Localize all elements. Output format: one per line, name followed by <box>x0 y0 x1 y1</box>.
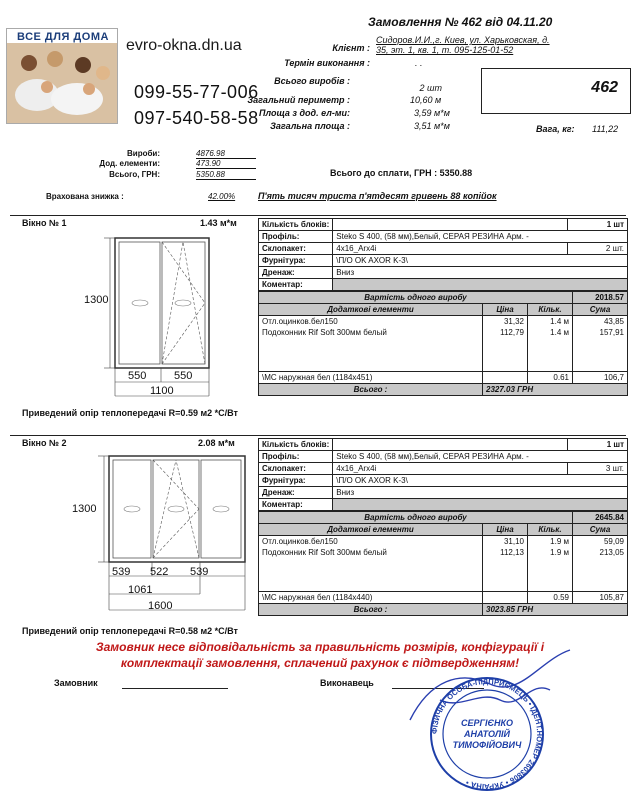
total-value: 5350.88 <box>196 170 256 180</box>
head: Ціна <box>483 304 528 316</box>
extra-value: 473.90 <box>196 159 256 169</box>
discount-label: Врахована знижка : <box>46 192 124 201</box>
value: Steko S 400, (58 мм),Белый, СЕРАЯ РЕЗИНА Арм. - <box>333 231 628 243</box>
stamp-ring-text: ФІЗИЧНА ОСОБА-ПІДПРИЄМЕЦЬ • ІДЕНТ.НОМЕР 2603806 • УКРАЇНА • <box>429 676 545 792</box>
cell <box>483 372 528 384</box>
cell: 213,05 <box>573 548 628 592</box>
warning-line-1: Замовник несе відповідальність за правильність розмірів, конфігурації і <box>95 640 545 654</box>
value: 3 шт. <box>568 463 628 475</box>
cell: 31,10 <box>483 536 528 548</box>
cell <box>483 592 528 604</box>
cell: 105,87 <box>573 592 628 604</box>
label: Кількість блоків: <box>259 219 333 231</box>
cell: 1.9 м <box>528 548 573 592</box>
window1-cost-table <box>258 291 628 396</box>
stamp-line-3: ТИМОФІЙОВИЧ <box>452 740 522 750</box>
value: 4x16_Arx4i <box>333 463 568 475</box>
total-label: Всього, ГРН: <box>109 170 160 179</box>
window1-title: Вікно № 1 <box>22 218 67 228</box>
cell: Подоконник Rif Soft 300мм белый <box>259 548 483 592</box>
value: Steko S 400, (58 мм),Белый, СЕРАЯ РЕЗИНА Арм. - <box>333 451 628 463</box>
executor-label: Виконавець <box>320 678 374 688</box>
area-value: 3,51 м*м <box>414 121 450 131</box>
window1-area: 1.43 м*м <box>200 218 237 228</box>
stamp-line-1: СЕРГІЄНКО <box>461 718 513 728</box>
window2-title: Вікно № 2 <box>22 438 67 448</box>
label: Коментар: <box>259 279 333 291</box>
window2-thermal: Приведений опір теплопередачі R=0.58 м2 *С/Вт <box>22 626 238 636</box>
window2-area: 2.08 м*м <box>198 438 235 448</box>
window2-dim-total: 1600 <box>148 600 173 612</box>
window2-dim-2: 522 <box>150 566 169 578</box>
items-label: Всього виробів : <box>274 76 350 86</box>
order-title: Замовлення № 462 від 04.11.20 <box>368 15 553 29</box>
window2-spec-table <box>258 438 628 511</box>
cell: 157,91 <box>573 328 628 372</box>
head: Сума <box>573 304 628 316</box>
products-value: 4876.98 <box>196 149 256 159</box>
label: Вартість одного виробу <box>259 292 573 304</box>
head: Додаткові елементи <box>259 304 483 316</box>
window1-dim-total: 1100 <box>150 385 174 397</box>
cell: 31,32 <box>483 316 528 328</box>
cell: \МС наружная бел (1184x451) <box>259 372 483 384</box>
label: Склопакет: <box>259 463 333 475</box>
cell: 106,7 <box>573 372 628 384</box>
window1-drawing <box>90 232 260 412</box>
value: 2645.84 <box>573 512 628 524</box>
value: 4x16_Arx4i <box>333 243 568 255</box>
value: 1 шт <box>568 439 628 451</box>
label: Коментар: <box>259 499 333 511</box>
weight-value: 111,22 <box>592 124 619 134</box>
window1-height: 1300 <box>84 294 109 306</box>
customer-label: Замовник <box>54 678 98 688</box>
window2-dim-sub: 1061 <box>128 584 153 596</box>
products-label: Вироби: <box>127 149 160 158</box>
company-stamp <box>424 676 550 792</box>
window1-dim-1: 550 <box>128 370 147 382</box>
area-label: Загальна площа : <box>270 121 350 131</box>
cell: 1.9 м <box>528 536 573 548</box>
cell: 0.61 <box>528 372 573 384</box>
head: Сума <box>573 524 628 536</box>
head: Ціна <box>483 524 528 536</box>
value: 2327.03 ГРН <box>483 384 628 396</box>
cell: 43,85 <box>573 316 628 328</box>
order-number-box: 462 <box>481 68 631 114</box>
weight-label: Вага, кг: <box>536 124 575 134</box>
label: Всього : <box>259 384 483 396</box>
label: Профіль: <box>259 451 333 463</box>
value: 2018.57 <box>573 292 628 304</box>
client-label: Клієнт : <box>332 43 370 53</box>
label: Всього : <box>259 604 483 616</box>
cell: Подоконник Rif Soft 300мм белый <box>259 328 483 372</box>
head: Додаткові елементи <box>259 524 483 536</box>
window2-height: 1300 <box>72 503 97 515</box>
perimeter-value: 10,60 м <box>410 95 442 105</box>
window2-dim-3: 539 <box>190 566 209 578</box>
pay-words: П'ять тисяч триста п'ятдесят гривень 88 копійок <box>258 191 497 201</box>
cell: 0.59 <box>528 592 573 604</box>
items-value: 2 шт <box>419 83 442 93</box>
cell: 112,13 <box>483 548 528 592</box>
client-value-1: Сидоров.И.И.,г. Киев, ул. Харьковская, д. <box>376 35 550 45</box>
family-photo <box>7 43 118 124</box>
website-url: evro-okna.dn.ua <box>126 37 242 54</box>
head: Кільк. <box>528 524 573 536</box>
logo-brand: ВСЕ ДЛЯ ДОМА <box>17 31 109 43</box>
cell: Отл.оцинков.бел150 <box>259 316 483 328</box>
label: Фурнітура: <box>259 255 333 267</box>
head: Кільк. <box>528 304 573 316</box>
value: 3023.85 ГРН <box>483 604 628 616</box>
window2-dim-1: 539 <box>112 566 131 578</box>
client-value-2: 35, эт. 1, кв. 1, т. 095-125-01-52 <box>376 45 514 55</box>
company-logo <box>6 28 118 124</box>
label: Кількість блоків: <box>259 439 333 451</box>
warning-line-2: комплектації замовлення, сплачений рахунок є підтвердженням! <box>120 656 520 670</box>
area-add-value: 3,59 м*м <box>414 108 450 118</box>
discount-value: 42.00% <box>208 192 236 201</box>
perimeter-label: Загальний периметр : <box>247 95 350 105</box>
cell: 1.4 м <box>528 316 573 328</box>
window1-dim-2: 550 <box>174 370 193 382</box>
label: Склопакет: <box>259 243 333 255</box>
cell: \МС наружная бел (1184x440) <box>259 592 483 604</box>
value: Вниз <box>333 267 628 279</box>
value: \П/О OK AXOR K-3\ <box>333 475 628 487</box>
area-add-label: Площа з дод. ел-ми: <box>259 108 350 118</box>
value: 1 шт <box>568 219 628 231</box>
cell: 1.4 м <box>528 328 573 372</box>
label: Дренаж: <box>259 267 333 279</box>
cell: Отл.оцинков.бел150 <box>259 536 483 548</box>
cell: 59,09 <box>573 536 628 548</box>
label: Фурнітура: <box>259 475 333 487</box>
label: Вартість одного виробу <box>259 512 573 524</box>
window2-drawing <box>60 450 260 620</box>
customer-signature-line <box>122 688 228 689</box>
label: Профіль: <box>259 231 333 243</box>
term-label: Термін виконання : <box>284 58 370 68</box>
phone-2: 097-540-58-58 <box>134 108 259 128</box>
value: \П/О OK AXOR K-3\ <box>333 255 628 267</box>
cell: 112,79 <box>483 328 528 372</box>
term-value: . . <box>415 58 423 68</box>
pay-label: Всього до сплати, ГРН : 5350.88 <box>330 168 473 178</box>
phone-1: 099-55-77-006 <box>134 82 259 102</box>
window2-cost-table <box>258 511 628 616</box>
value: Вниз <box>333 487 628 499</box>
extra-label: Дод. елементи: <box>99 159 160 168</box>
label: Дренаж: <box>259 487 333 499</box>
stamp-line-2: АНАТОЛІЙ <box>463 729 511 739</box>
window1-spec-table <box>258 218 628 291</box>
value: 2 шт. <box>568 243 628 255</box>
window1-thermal: Приведений опір теплопередачі R=0.59 м2 *С/Вт <box>22 408 238 418</box>
